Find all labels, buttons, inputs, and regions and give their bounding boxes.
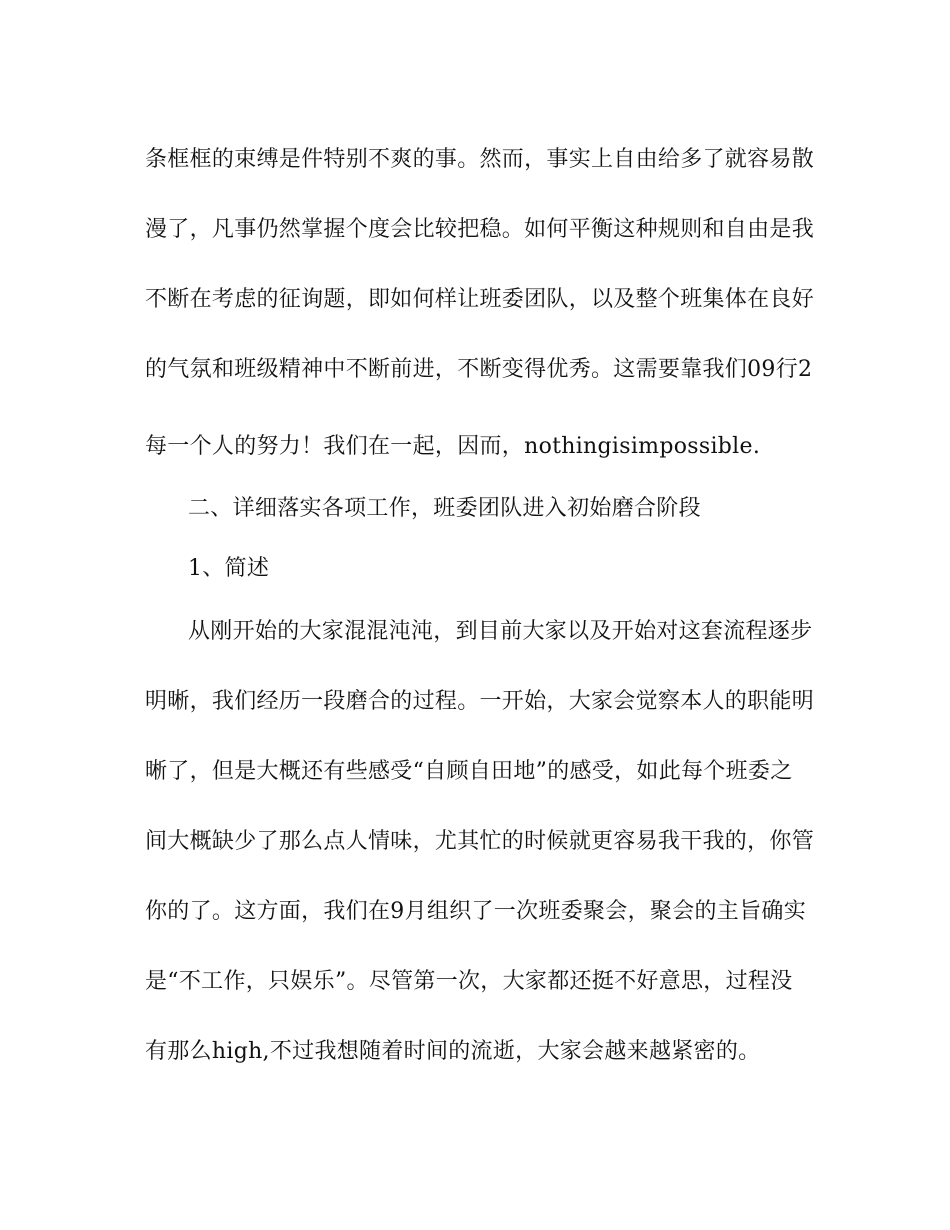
paragraph-line: 从刚开始的大家混混沌沌，到目前大家以及开始对这套流程逐步 [188, 619, 813, 644]
paragraph-line: 是“不工作，只娱乐”。尽管第一次，大家都还挺不好意思，过程没 [145, 969, 793, 994]
paragraph-line: 的气氛和班级精神中不断前进，不断变得优秀。这需要靠我们09行2 [145, 357, 813, 382]
paragraph-line: 晰了，但是大概还有些感受“自顾自田地”的感受，如此每个班委之 [145, 759, 793, 784]
subsection-heading: 1、简述 [188, 556, 270, 581]
paragraph-line: 有那么high,不过我想随着时间的流逝，大家会越来越紧密的。 [145, 1039, 761, 1064]
paragraph-line: 间大概缺少了那么点人情味，尤其忙的时候就更容易我干我的，你管 [145, 829, 815, 854]
paragraph-line: 漫了，凡事仍然掌握个度会比较把稳。如何平衡这种规则和自由是我 [145, 217, 815, 242]
paragraph-line: 明晰，我们经历一段磨合的过程。一开始，大家会觉察本人的职能明 [145, 689, 815, 714]
paragraph-line: 每一个人的努力！我们在一起，因而，nothingisimpossible. [145, 434, 761, 459]
paragraph-line: 条框框的束缚是件特别不爽的事。然而，事实上自由给多了就容易散 [145, 147, 815, 172]
paragraph-line: 不断在考虑的征询题，即如何样让班委团队，以及整个班集体在良好 [145, 287, 815, 312]
section-heading: 二、详细落实各项工作，班委团队进入初始磨合阶段 [188, 496, 701, 521]
paragraph-line: 你的了。这方面，我们在9月组织了一次班委聚会，聚会的主旨确实 [145, 899, 806, 924]
